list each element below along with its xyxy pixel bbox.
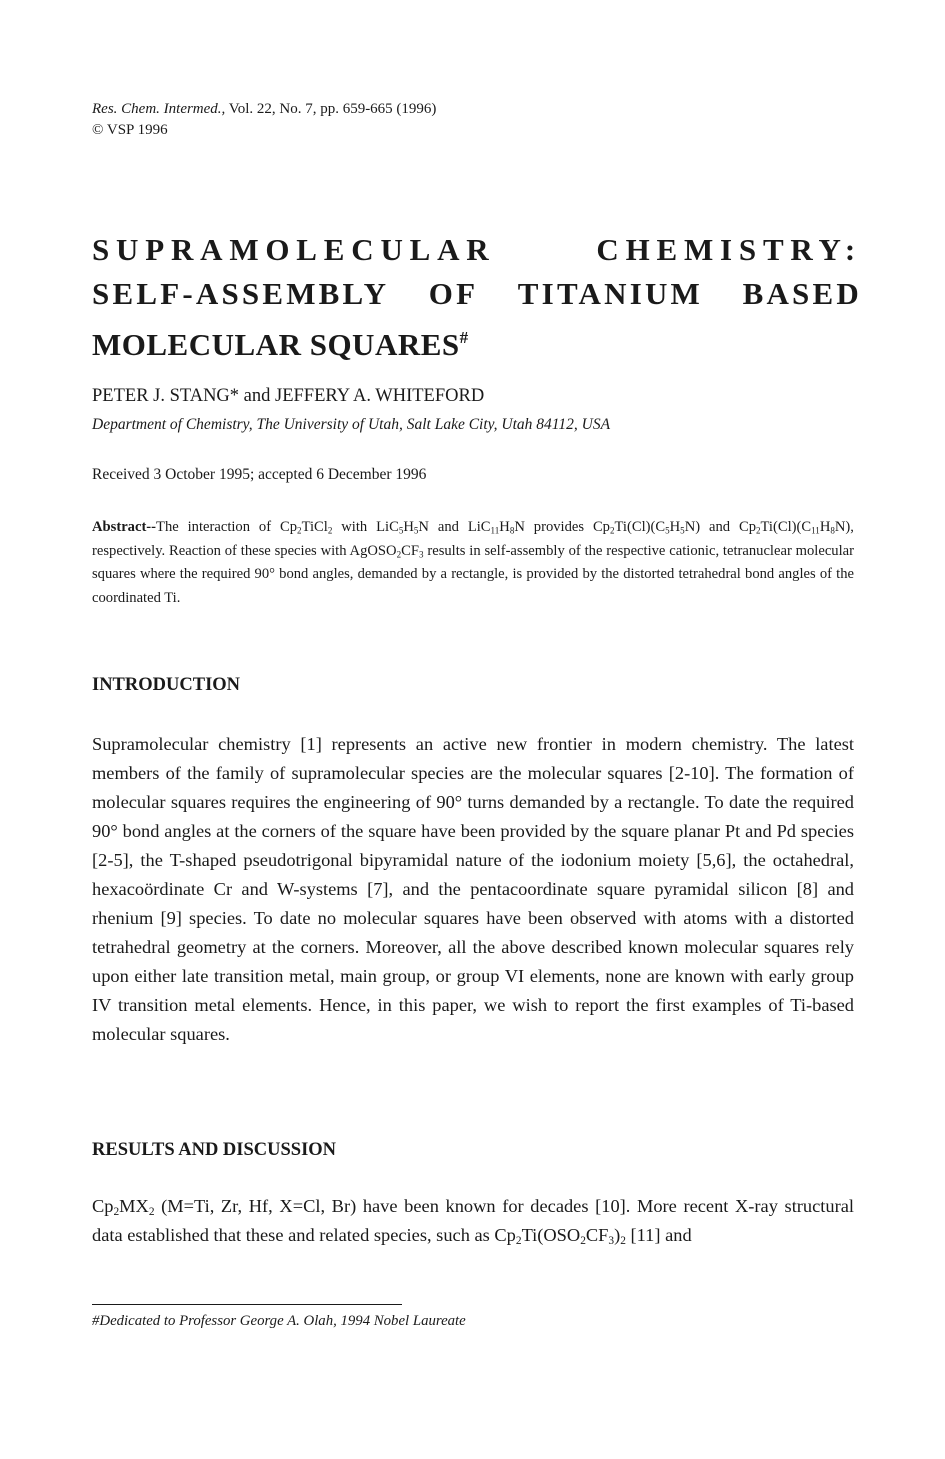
- affiliation: Department of Chemistry, The University of Utah, Salt Lake City, Utah 84112, USA: [92, 416, 611, 433]
- abstract-text: results in self-assembly of the respective cationic, tetranuclear molecular squares where the required 90° bond angles, demanded by a rectangle, is provided by the distorted tetrahedral bond angles of the coordinated Ti.: [92, 542, 854, 606]
- results-text: MX: [119, 1196, 149, 1216]
- title-line-3: [92, 316, 862, 367]
- abstract-text: N), respectively. Reaction of these species with AgOSO: [92, 519, 854, 559]
- results-sub: 2: [515, 1234, 522, 1247]
- section-heading-introduction: INTRODUCTION: [92, 675, 241, 695]
- title-word: SELF-ASSEMBLY: [92, 276, 390, 311]
- abstract-sub: 11: [811, 525, 820, 536]
- introduction-paragraph: Supramolecular chemistry [1] represents an active new frontier in modern chemistry. The latest members of the family of supramolecular species are the molecular squares [2-10]. The formation of molecular squares requires the engineering of 90° turns demanded by a rectangle. To date the required 90° bond angles at the corners of the square have been provided by the square planar Pt and Pd species [2-5], the T-shaped pseudotrigonal bipyramidal nature of the iodonium moiety [5,6], the octahedral, hexacoördinate Cr and W-systems [7], and the pentacoordinate square pyramidal silicon [8] and rhenium [9] species. To date no molecular squares have been observed with atoms with a distorted tetrahedral geometry at the corners. Moreover, all the above described known molecular squares rely upon either late transition metal, main group, or group VI elements, none are known with early group IV transition metal elements. Hence, in this paper, we wish to report the first examples of Ti-based molecular squares.: [92, 734, 854, 1044]
- footnote-divider: [92, 1304, 402, 1305]
- abstract-text: H: [403, 519, 414, 535]
- results-paragraph: [92, 1192, 854, 1250]
- abstract-sub: 2: [609, 525, 615, 536]
- abstract-text: Ti(Cl)(C: [760, 519, 812, 535]
- abstract-sub: 5: [665, 525, 670, 536]
- results-text: CF: [585, 1225, 609, 1245]
- abstract-text: N and LiC: [418, 519, 491, 535]
- results-text: ): [614, 1225, 621, 1245]
- abstract-sub: 8: [509, 525, 515, 536]
- abstract-text: H: [819, 519, 831, 535]
- abstract-text: N provides Cp: [514, 519, 610, 535]
- results-text: (M=Ti, Zr, Hf, X=Cl, Br) have been known for decades [10]. More recent X-ray structural data established that these and related species, such as Cp: [92, 1196, 854, 1245]
- title-word: TITANIUM: [517, 276, 703, 311]
- abstract-text: The interaction of Cp: [156, 519, 298, 535]
- abstract-text: CF: [401, 542, 419, 559]
- journal-header: [92, 99, 436, 141]
- title-footnote-mark: #: [459, 328, 469, 347]
- abstract-sub: 2: [327, 525, 333, 536]
- title-word: SUPRAMOLECULAR: [92, 232, 496, 267]
- title-line-1: [92, 228, 862, 272]
- results-text: Ti(OSO: [521, 1225, 581, 1245]
- abstract-sub: 5: [413, 525, 419, 536]
- results-sub: 2: [113, 1205, 120, 1218]
- abstract-text: Ti(Cl)(C: [614, 519, 666, 535]
- title-word: MOLECULAR SQUARES: [92, 327, 460, 362]
- results-text: Cp: [92, 1196, 114, 1216]
- results-sub: 2: [580, 1234, 586, 1247]
- abstract-sub: 3: [418, 548, 424, 559]
- results-sub: 3: [608, 1234, 615, 1247]
- results-sub: 2: [148, 1205, 155, 1218]
- author-list: PETER J. STANG* and JEFFERY A. WHITEFORD: [92, 386, 485, 406]
- abstract-text: with LiC: [332, 519, 399, 535]
- received-dates: Received 3 October 1995; accepted 6 December 1996: [92, 466, 427, 483]
- title-line-2: [92, 272, 862, 316]
- journal-citation: [92, 99, 436, 120]
- results-sub: 2: [620, 1234, 626, 1247]
- abstract-text: TiCl: [301, 519, 328, 535]
- abstract-heading: Abstract--: [92, 519, 157, 535]
- abstract-sub: 2: [396, 548, 402, 559]
- results-text: [11] and: [625, 1225, 692, 1245]
- abstract: [92, 516, 854, 610]
- abstract-text: H: [669, 519, 681, 535]
- abstract-sub: 5: [680, 525, 685, 536]
- abstract-text: N) and Cp: [684, 519, 756, 535]
- title-word: CHEMISTRY:: [596, 232, 862, 267]
- title-word: BASED: [742, 276, 862, 311]
- footnote: #Dedicated to Professor George A. Olah, 1994 Nobel Laureate: [92, 1313, 466, 1329]
- copyright-line: © VSP 1996: [92, 122, 168, 138]
- journal-name: Res. Chem. Intermed.,: [92, 101, 226, 117]
- abstract-sub: 8: [830, 525, 835, 536]
- abstract-sub: 5: [398, 525, 404, 536]
- journal-volume: Vol. 22, No. 7, pp. 659-665 (1996): [225, 101, 437, 117]
- abstract-sub: 2: [297, 525, 302, 536]
- abstract-sub: 2: [756, 525, 761, 536]
- section-heading-results: RESULTS AND DISCUSSION: [92, 1140, 337, 1160]
- paper-title: [92, 228, 862, 367]
- abstract-text: H: [499, 519, 510, 535]
- title-word: OF: [428, 276, 479, 311]
- abstract-sub: 11: [490, 525, 500, 536]
